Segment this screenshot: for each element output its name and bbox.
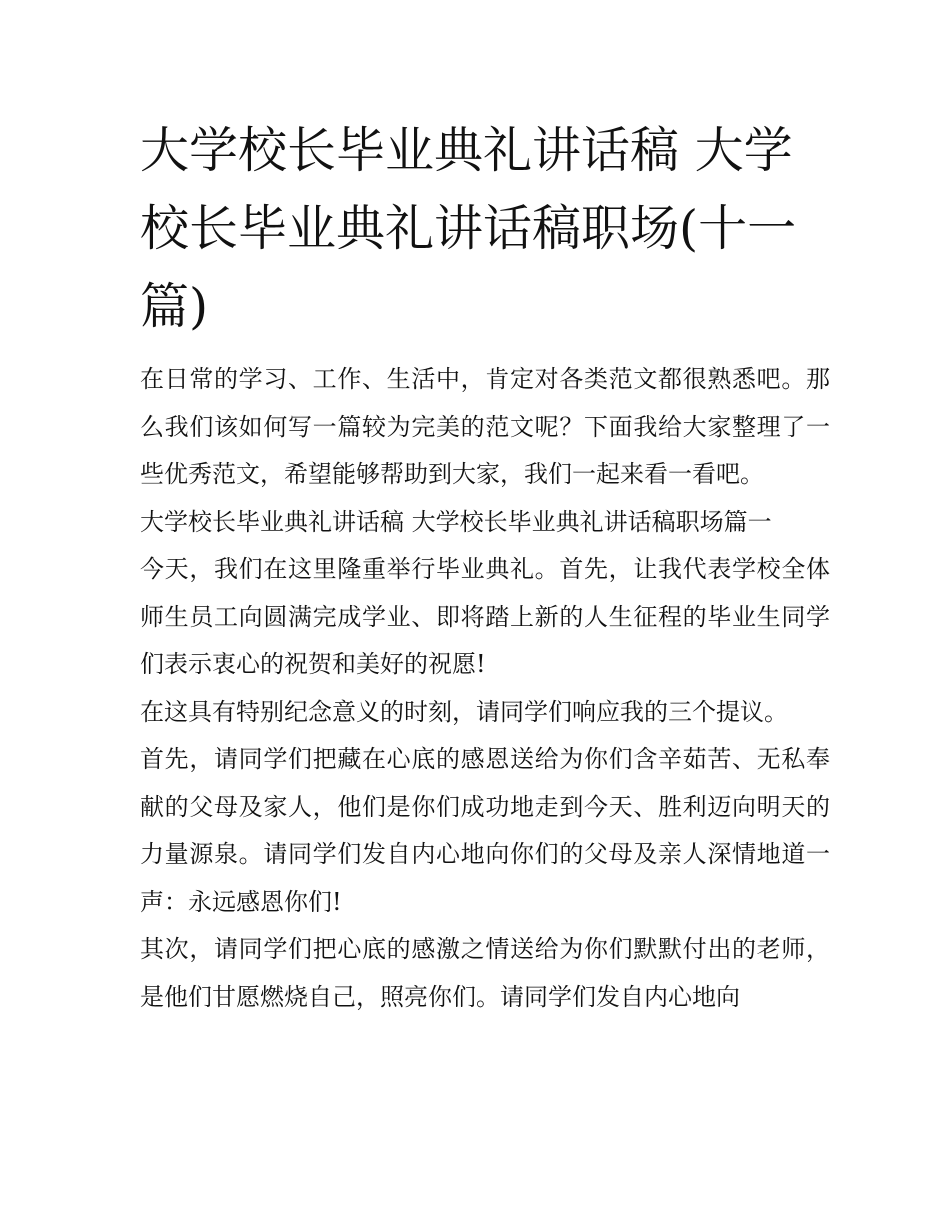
body-paragraph: 今天，我们在这里隆重举行毕业典礼。首先，让我代表学校全体师生员工向圆满完成学业、即将踏上新的人生征程的毕业生同学们表示衷心的祝贺和美好的祝愿! <box>140 555 830 678</box>
document-title: 大学校长毕业典礼讲话稿 大学校长毕业典礼讲话稿职场(十一篇) <box>140 122 797 335</box>
intro-paragraph: 在日常的学习、工作、生活中，肯定对各类范文都很熟悉吧。那么我们该如何写一篇较为完美的范文呢？下面我给大家整理了一些优秀范文，希望能够帮助到大家，我们一起来看一看吧。 <box>140 365 830 488</box>
section-heading: 大学校长毕业典礼讲话稿 大学校长毕业典礼讲话稿职场篇一 <box>140 507 772 536</box>
body-paragraph: 首先，请同学们把藏在心底的感恩送给为你们含辛茹苦、无私奉献的父母及家人，他们是你们成功地走到今天、胜利迈向明天的力量源泉。请同学们发自内心地向你们的父母及亲人深情地道一声：永远感恩你们! <box>140 745 830 916</box>
document-body <box>140 356 830 1021</box>
body-paragraph: 在这具有特别纪念意义的时刻，请同学们响应我的三个提议。 <box>140 697 788 726</box>
body-paragraph: 其次，请同学们把心底的感激之情送给为你们默默付出的老师，是他们甘愿燃烧自己，照亮你们。请同学们发自内心地向 <box>140 935 830 1011</box>
